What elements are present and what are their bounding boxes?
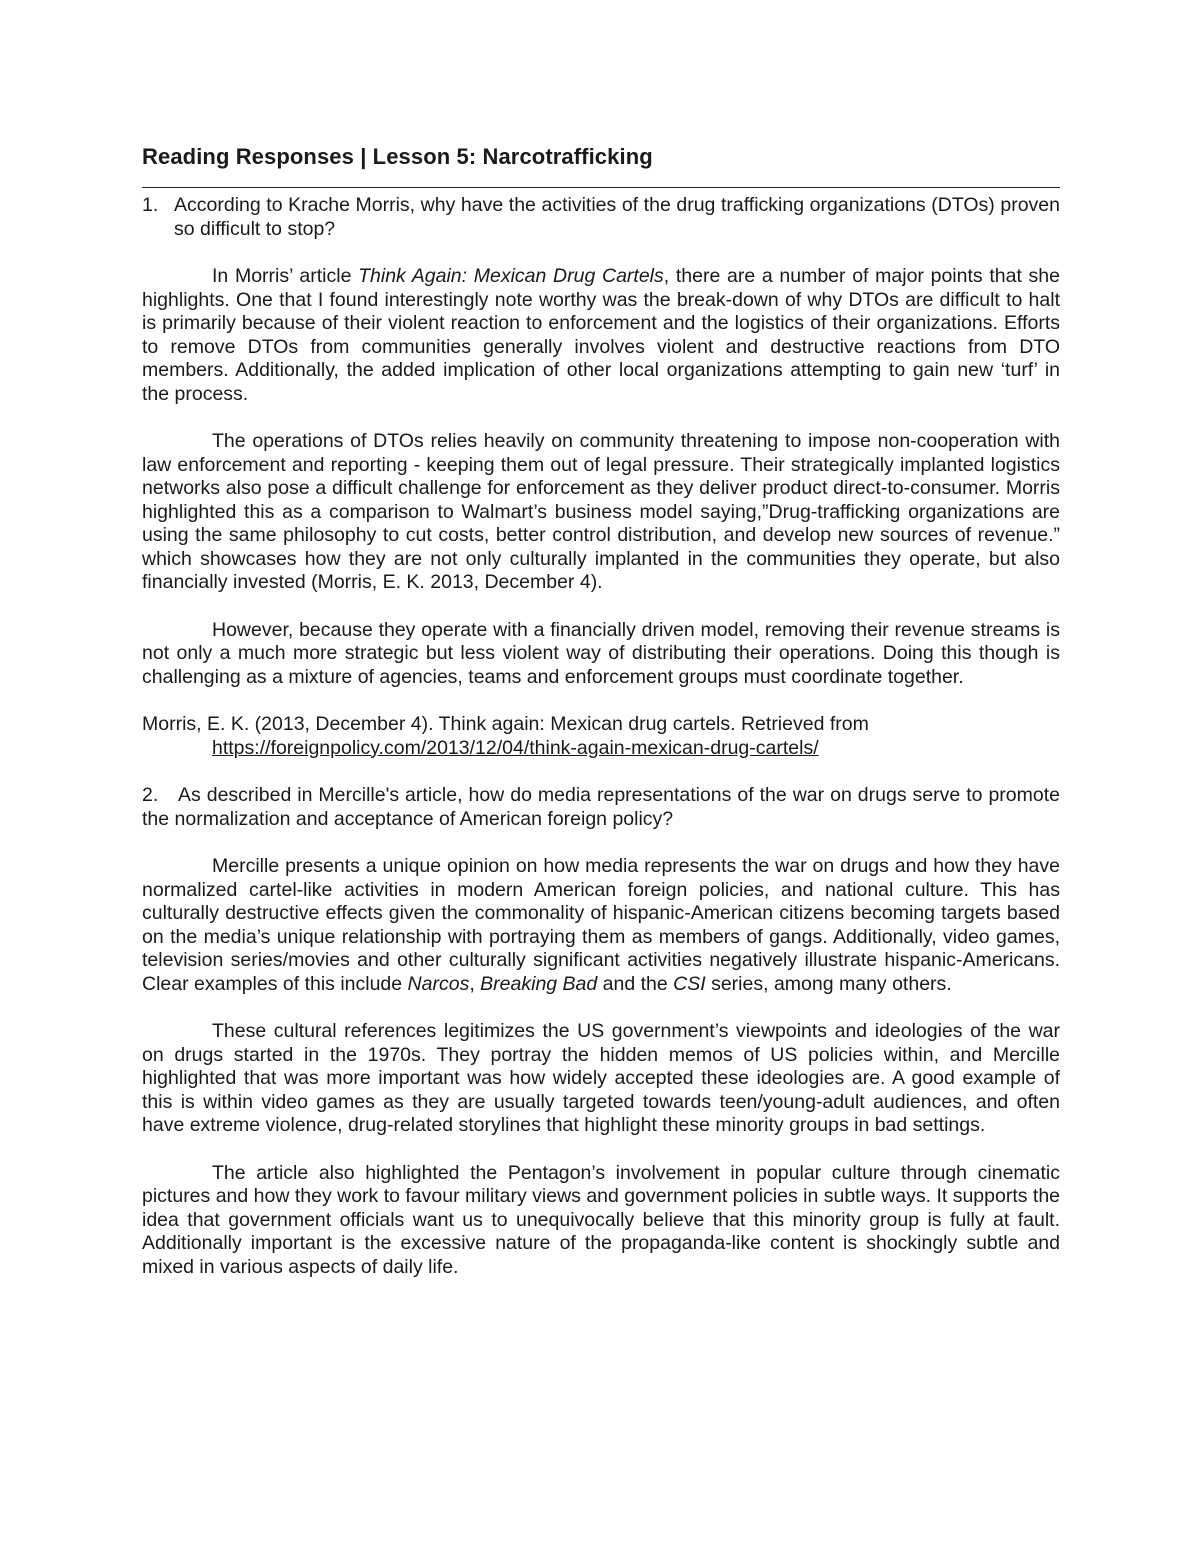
show-title-italic: Narcos <box>407 972 470 995</box>
paragraph-text: Mercille presents a unique opinion on how media represents the war on drugs and how they have normalized cartel-like activities in modern American foreign policies, and national culture. This has culturally destructive effects given the commonality of hispanic-American citizens becoming targets based on the media’s unique relationship with portraying them as members of gangs. Additionally, video games, television series/movies and other culturally significant activities negatively illustrate hispanic-Americans. Clear examples of this include <box>142 855 1060 995</box>
question-2-number: 2. <box>142 784 159 806</box>
document-title: Reading Responses | Lesson 5: Narcotrafficking <box>142 144 653 169</box>
reference-citation <box>142 713 1060 760</box>
question-2-text: As described in Mercille's article, how do media representations of the war on drugs serve to promote the normalization and acceptance of American foreign policy? <box>142 784 1060 830</box>
answer-1-paragraph-1 <box>142 265 1060 406</box>
reference-text: Morris, E. K. (2013, December 4). Think again: Mexican drug cartels. Retrieved from <box>142 713 869 735</box>
show-title-italic: Breaking Bad <box>480 972 598 995</box>
separator: and the <box>597 972 674 995</box>
paragraph-text: In Morris’ article <box>212 265 359 287</box>
paragraph-text: series, among many others. <box>705 972 952 995</box>
answer-2-paragraph-3: The article also highlighted the Pentagon’s involvement in popular culture through cinematic pictures and how they work to favour military views and government policies in subtle ways. It supports the idea that government officials want us to unequivocally believe that this minority group is fully at fault. Additionally important is the excessive nature of the propaganda-like content is shockingly subtle and mixed in various aspects of daily life. <box>142 1161 1061 1278</box>
title-divider <box>142 187 1060 188</box>
answer-2-paragraph-1 <box>142 855 1060 996</box>
question-2 <box>142 784 1060 831</box>
answer-1-paragraph-3: However, because they operate with a financially driven model, removing their revenue streams is not only a much more strategic but less violent way of distributing their operations. Doing this though is challenging as a mixture of agencies, teams and enforcement groups must coordinate together. <box>142 618 1060 688</box>
reference-link[interactable]: https://foreignpolicy.com/2013/12/04/think-again-mexican-drug-cartels/ <box>212 736 819 759</box>
question-1-text: According to Krache Morris, why have the activities of the drug trafficking organizations (DTOs) proven so difficult to stop? <box>174 194 1060 240</box>
document-page <box>142 140 1060 1279</box>
answer-1-paragraph-2: The operations of DTOs relies heavily on community threatening to impose non-cooperation with law enforcement and reporting - keeping them out of legal pressure. Their strategically implanted logistics networks also pose a difficult challenge for enforcement as they deliver product direct-to-consumer. Morris highlighted this as a comparison to Walmart’s business model saying,”Drug-trafficking organizations are using the same philosophy to cut costs, better control distribution, and develop new sources of revenue.” which showcases how they are not only culturally implanted in the communities they operate, but also financially invested (Morris, E. K. 2013, December 4). <box>142 430 1060 593</box>
paragraph-text: , there are a number of major points that she highlights. One that I found interestingly note worthy was the break-down of why DTOs are difficult to halt is primarily because of their violent reaction to enforcement and the logistics of their organizations. Efforts to remove DTOs from communities generally involves violent and destructive reactions from DTO members. Additionally, the added implication of other local organizations attempting to gain new ‘turf’ in the process. <box>142 265 1060 405</box>
answer-2-paragraph-2: These cultural references legitimizes the US government’s viewpoints and ideologies of the war on drugs started in the 1970s. They portray the hidden memos of US policies within, and Mercille highlighted that was more important was how widely accepted these ideologies are. A good example of this is within video games as they are usually targeted towards teen/young-adult audiences, and often have extreme violence, drug-related storylines that highlight these minority groups in bad settings. <box>142 1020 1060 1136</box>
question-1-number: 1. <box>142 194 159 216</box>
show-title-italic: CSI <box>673 972 706 995</box>
separator: , <box>469 972 481 995</box>
article-title-italic: Think Again: Mexican Drug Cartels <box>358 265 664 287</box>
question-1 <box>142 194 1060 241</box>
